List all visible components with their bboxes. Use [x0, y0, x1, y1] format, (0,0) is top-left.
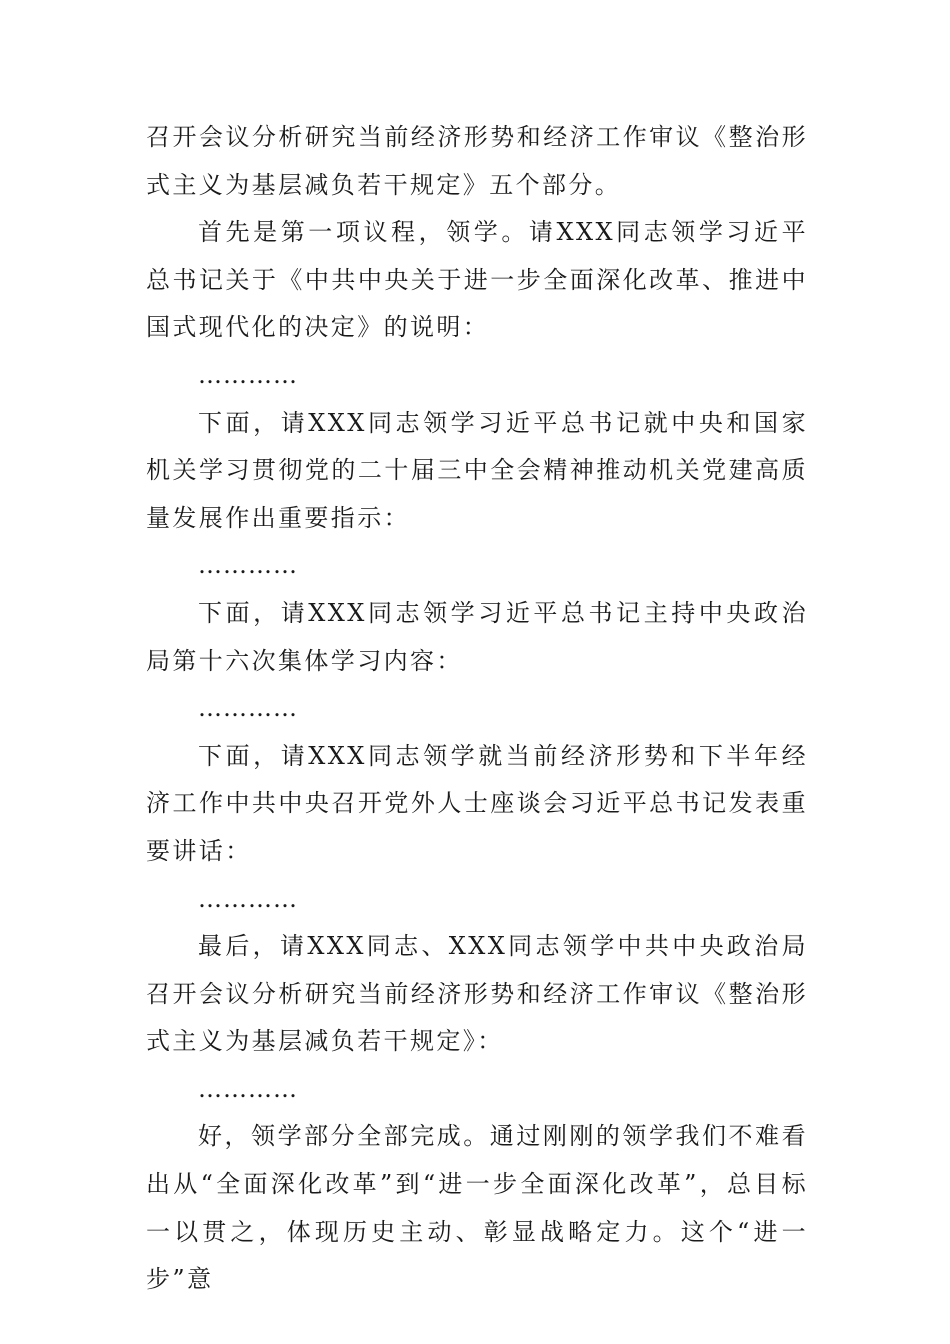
ellipsis-3: …………: [198, 694, 298, 723]
paragraph-2: 首先是第一项议程，领学。请XXX同志领学习近平总书记关于《中共中央关于进一步全面深化改革、推进中国式现代化的决定》的说明：: [146, 218, 808, 342]
paragraph-4: 下面，请XXX同志领学习近平总书记主持中央政治局第十六次集体学习内容：: [146, 598, 808, 675]
paragraph-7: 好，领学部分全部完成。通过刚刚的领学我们不难看出从“全面深化改革”到“进一步全面深化改革”，总目标一以贯之，体现历史主动、彰显战略定力。这个“进一步”意: [146, 1122, 808, 1294]
paragraph-5: 下面，请XXX同志领学就当前经济形势和下半年经济工作中共中央召开党外人士座谈会习近平总书记发表重要讲话：: [146, 741, 808, 865]
ellipsis-5: …………: [198, 1074, 298, 1103]
ellipsis-2: …………: [198, 551, 298, 580]
ellipsis-1: …………: [198, 360, 298, 389]
paragraph-3: 下面，请XXX同志领学习近平总书记就中央和国家机关学习贯彻党的二十届三中全会精神推动机关党建高质量发展作出重要指示：: [146, 408, 808, 532]
document-body: [146, 114, 808, 1304]
paragraph-6: 最后，请XXX同志、XXX同志领学中共中央政治局召开会议分析研究当前经济形势和经济工作审议《整治形式主义为基层减负若干规定》：: [146, 932, 808, 1056]
ellipsis-4: …………: [198, 884, 298, 913]
paragraph-1: 召开会议分析研究当前经济形势和经济工作审议《整治形式主义为基层减负若干规定》五个部分。: [146, 123, 808, 199]
